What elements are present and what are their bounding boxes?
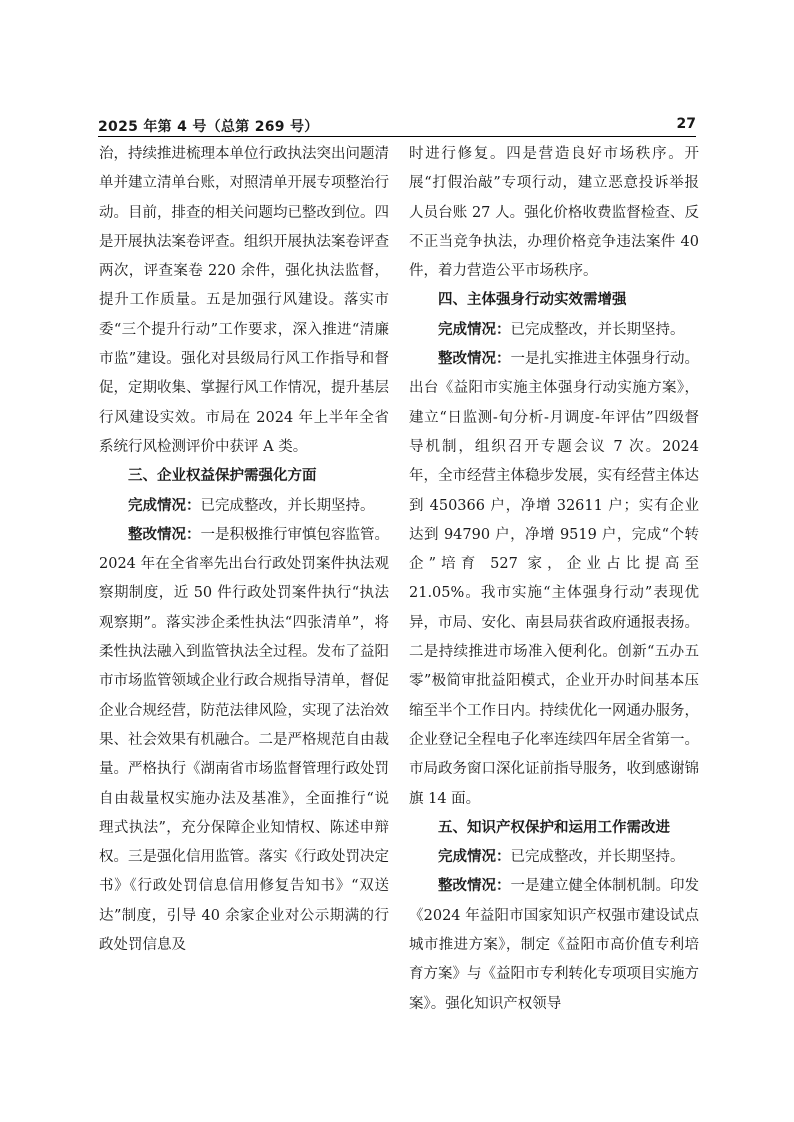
rectification-text: 一是建立健全体制机制。印发《2024 年益阳市国家知识产权强市建设试点城市推进方案》，制定《益阳市高价值专利培育方案》与《益阳市专利转化专项项目实施方案》。强化知识产权领导 [409,878,699,1012]
rectification-label: 整改情况： [438,351,511,368]
completion-text: 已完成整改，并长期坚持。 [510,321,685,338]
rectification-label: 整改情况： [438,878,511,895]
rectification-paragraph-3 [99,521,389,960]
completion-label: 完成情况： [128,497,201,514]
completion-status-4 [409,316,699,345]
rectification-paragraph-4 [409,345,699,814]
left-column [99,140,389,960]
paragraph-continued-right: 时进行修复。四是营造良好市场秩序。开展“打假治敲”专项行动，建立恶意投诉举报人员台账 27 人。强化价格收费监督检查、反不正当竞争执法，办理价格竞争违法案件 40 件，着力营造公平市场秩序。 [409,146,699,280]
completion-label: 完成情况： [438,849,511,866]
rectification-text: 一是扎实推进主体强身行动。出台《益阳市实施主体强身行动实施方案》，建立“日监测-旬分析-月调度-年评估”四级督导机制，组织召开专题会议 7 次。2024 年，全市经营主体稳步发展，实有经营主体达到 450366 户，净增 32611 户；实有企业达到 94790 户，净增 9519 户，完成“个转企”培育 527 家，企业占比提高至 21.05%。我市实施“主体强身行动”表现优异，市局、安化、南县局获省政府通报表扬。二是持续推进市场准入便利化。创新“五办五零”极简审批益阳模式，企业开办时间基本压缩至半个工作日内。持续优化一网通办服务，企业登记全程电子化率连续四年居全省第一。市局政务窗口深化证前指导服务，收到感谢锦旗 14 面。 [409,351,699,807]
page-number: 27 [676,116,696,132]
completion-text: 已完成整改，并长期坚持。 [200,497,375,514]
right-column [409,140,699,1019]
section-heading-5: 五、知识产权保护和运用工作需改进 [438,819,670,836]
rectification-paragraph-5 [409,872,699,1018]
section-heading-3: 三、企业权益保护需强化方面 [128,468,317,485]
completion-status-3 [99,492,389,521]
completion-status-5 [409,843,699,872]
running-header [98,112,696,138]
rectification-text: 一是积极推行审慎包容监管。2024 年在全省率先出台行政处罚案件执法观察期制度，近 50 件行政处罚案件执行“执法观察期”。落实涉企柔性执法“四张清单”，将柔性执法融入到监管执法全过程。发布了益阳市市场监管领域企业行政合规指导清单，督促企业合规经营，防范法律风险，实现了法治效果、社会效果有机融合。二是严格规范自由裁量。严格执行《湖南省市场监督管理行政处罚自由裁量权实施办法及基准》，全面推行“说理式执法”，充分保障企业知情权、陈述申辩权。三是强化信用监管。落实《行政处罚决定书》《行政处罚信息信用修复告知书》“双送达”制度，引导 40 余家企业对公示期满的行政处罚信息及 [99,526,389,954]
paragraph-continued: 治，持续推进梳理本单位行政执法突出问题清单并建立清单台账，对照清单开展专项整治行动。目前，排查的相关问题均已整改到位。四是开展执法案卷评查。组织开展执法案卷评查两次，评查案卷 220 余件，强化执法监督，提升工作质量。五是加强行风建设。落实市委“三个提升行动”工作要求，深入推进“清廉市监”建设。强化对县级局行风工作指导和督促，定期收集、掌握行风工作情况，提升基层行风建设实效。市局在 2024 年上半年全省系统行风检测评价中获评 A 类。 [99,146,389,455]
section-heading-4: 四、主体强身行动实效需增强 [438,292,627,309]
completion-label: 完成情况： [438,321,511,338]
completion-text: 已完成整改，并长期坚持。 [510,849,685,866]
header-rule [98,136,696,137]
issue-label: 2025 年第 4 号（总第 269 号） [98,119,319,135]
rectification-label: 整改情况： [128,526,201,543]
